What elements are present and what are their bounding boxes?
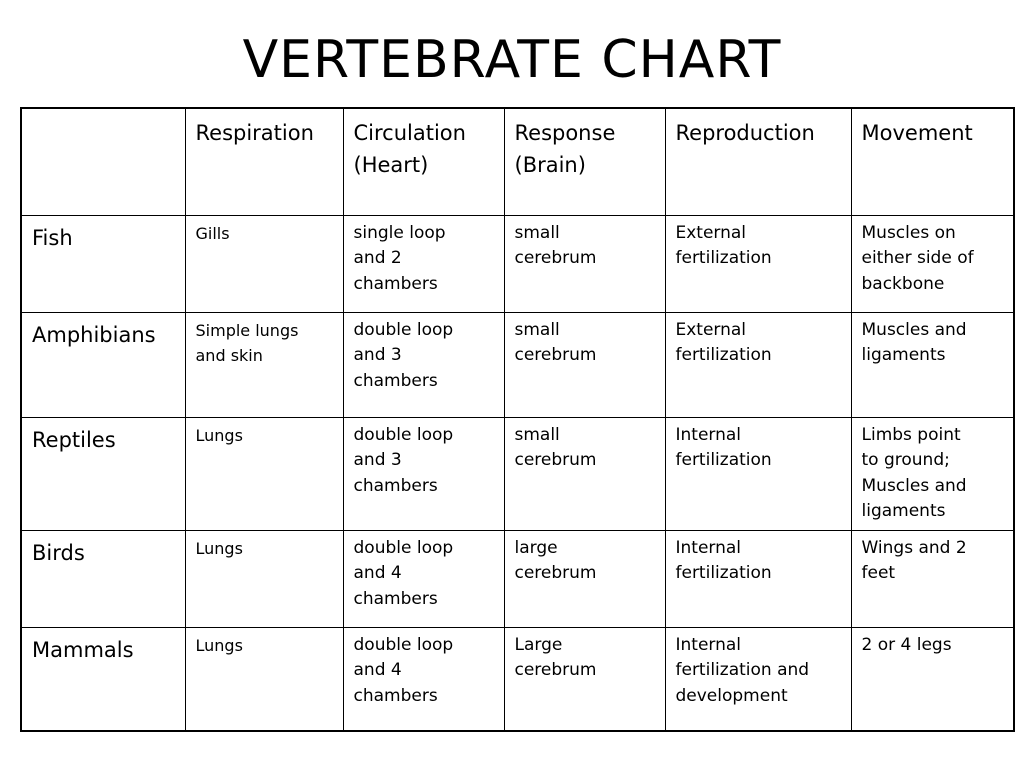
table-row-fish	[21, 215, 1014, 312]
cell-birds-reproduction: Internal fertilization	[665, 530, 851, 627]
cell-amphibians-movement: Muscles and ligaments	[851, 312, 1014, 417]
cell-mammals-movement: 2 or 4 legs	[851, 627, 1014, 731]
table-row-amphibians	[21, 312, 1014, 417]
cell-birds-response: large cerebrum	[504, 530, 665, 627]
row-label-mammals: Mammals	[21, 627, 185, 731]
cell-fish-reproduction: External fertilization	[665, 215, 851, 312]
cell-reptiles-circulation: double loop and 3 chambers	[343, 417, 504, 530]
column-header-circulation: Circulation (Heart)	[343, 108, 504, 215]
column-header-respiration: Respiration	[185, 108, 343, 215]
cell-fish-response: small cerebrum	[504, 215, 665, 312]
cell-amphibians-response: small cerebrum	[504, 312, 665, 417]
cell-birds-movement: Wings and 2 feet	[851, 530, 1014, 627]
row-label-birds: Birds	[21, 530, 185, 627]
column-header-movement: Movement	[851, 108, 1014, 215]
table-row-reptiles	[21, 417, 1014, 530]
row-label-reptiles: Reptiles	[21, 417, 185, 530]
cell-birds-respiration: Lungs	[185, 530, 343, 627]
cell-fish-circulation: single loop and 2 chambers	[343, 215, 504, 312]
cell-mammals-reproduction: Internal fertilization and development	[665, 627, 851, 731]
cell-amphibians-respiration: Simple lungs and skin	[185, 312, 343, 417]
page-title: VERTEBRATE CHART	[242, 30, 782, 90]
column-header-reproduction: Reproduction	[665, 108, 851, 215]
cell-fish-respiration: Gills	[185, 215, 343, 312]
vertebrate-table	[20, 107, 1015, 732]
cell-reptiles-movement: Limbs point to ground; Muscles and ligaments	[851, 417, 1014, 530]
cell-birds-circulation: double loop and 4 chambers	[343, 530, 504, 627]
cell-reptiles-reproduction: Internal fertilization	[665, 417, 851, 530]
cell-mammals-response: Large cerebrum	[504, 627, 665, 731]
cell-fish-movement: Muscles on either side of backbone	[851, 215, 1014, 312]
header-row	[21, 108, 1014, 215]
cell-amphibians-reproduction: External fertilization	[665, 312, 851, 417]
cell-mammals-respiration: Lungs	[185, 627, 343, 731]
table-row-birds	[21, 530, 1014, 627]
cell-reptiles-response: small cerebrum	[504, 417, 665, 530]
cell-amphibians-circulation: double loop and 3 chambers	[343, 312, 504, 417]
row-label-amphibians: Amphibians	[21, 312, 185, 417]
column-header-response: Response (Brain)	[504, 108, 665, 215]
corner-cell	[21, 108, 185, 215]
table-row-mammals	[21, 627, 1014, 731]
cell-mammals-circulation: double loop and 4 chambers	[343, 627, 504, 731]
cell-reptiles-respiration: Lungs	[185, 417, 343, 530]
row-label-fish: Fish	[21, 215, 185, 312]
